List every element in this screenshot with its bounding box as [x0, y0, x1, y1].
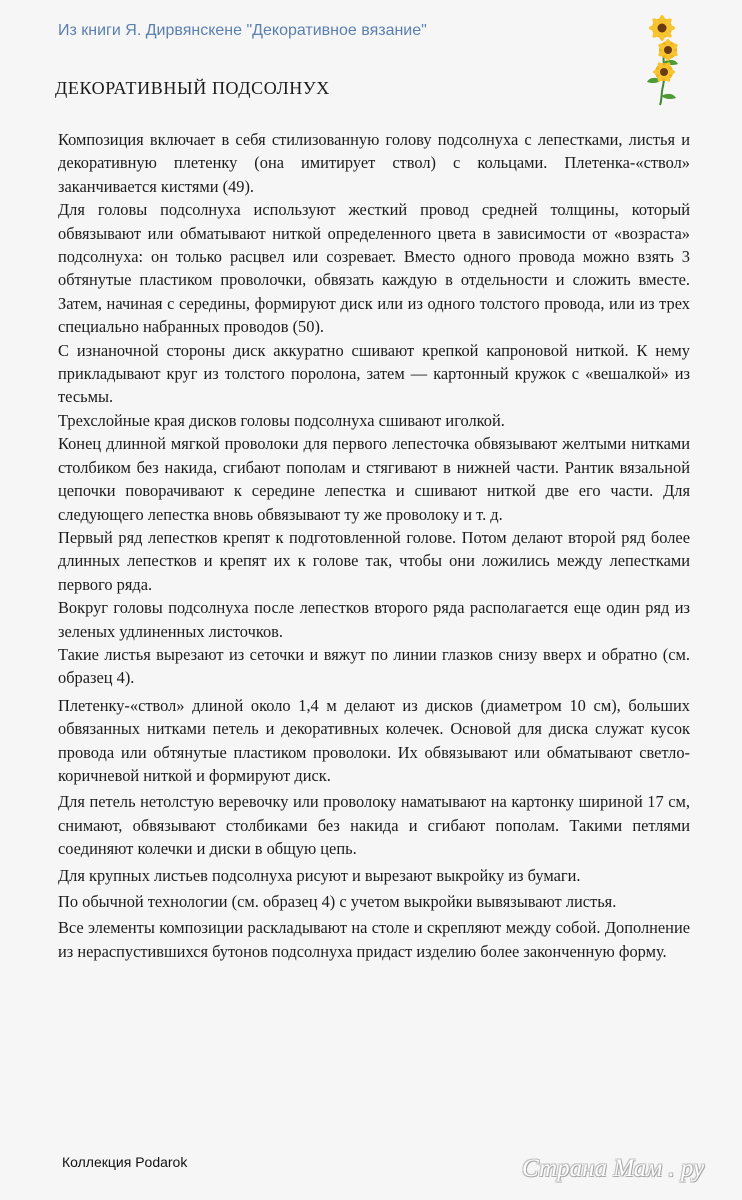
book-source: Из книги Я. Дирвянскене "Декоративное вязание"	[58, 22, 427, 39]
paragraph: Такие листья вырезают из сеточки и вяжут по линии глазков снизу вверх и обратно (см. образец 4).	[58, 644, 690, 688]
paragraph: Вокруг головы подсолнуха после лепестков второго ряда располагается еще один ряд из зеленых удлиненных листочков.	[58, 598, 690, 641]
collection-label: Коллекция Podarok	[62, 1154, 188, 1170]
paragraph: Первый ряд лепестков крепят к подготовленной голове. Потом делают второй ряд более длинных лепестков и крепят их к голове так, чтобы они ложились между лепестками первого ряда.	[58, 527, 690, 594]
paragraph: Для петель нетолстую веревочку или проволоку наматывают на картонку шириной 17 см, снимают, обвязывают столбиками без накида и сгибают пополам. Такими петлями соединяют колечки и диски в общую цепь.	[58, 792, 690, 859]
paragraph: Для крупных листьев подсолнуха рисуют и вырезают выкройку из бумаги.	[58, 865, 581, 885]
page-title: ДЕКОРАТИВНЫЙ ПОДСОЛНУХ	[55, 78, 330, 98]
sunflower-icon	[638, 14, 688, 106]
paragraph: С изнаночной стороны диск аккуратно сшивают крепкой капроновой ниткой. К нему прикладывают круг из толстого поролона, затем — картонный кружок с «вешалкой» из тесьмы.	[58, 340, 690, 407]
article-body	[58, 128, 690, 963]
paragraph: Трехслойные края дисков головы подсолнуха сшивают иголкой.	[58, 410, 505, 430]
paragraph: Конец длинной мягкой проволоки для первого лепесточка обвязывают желтыми нитками столбиком без накида, сгибают пополам и стягивают в нижней части. Рантик вязальной цепочки поворачивают к середине лепестка и сшивают ниткой две его части. Для следующего лепестка вновь обвязывают ту же проволоку и т. д.	[58, 434, 690, 524]
site-watermark: Страна Мам . ру	[522, 1155, 705, 1182]
paragraph: Для головы подсолнуха используют жесткий провод средней толщины, который обвязывают или обматывают ниткой определенного цвета в зависимости от «возраста» подсолнуха: он только расцвел или созревает. Вместо одного провода можно взять 3 обтянутые пластиком проволочки, обвязать каждую в отдельности и сложить вместе. Затем, начиная с середины, формируют диск или из одного толстого провода, или из трех специально набранных проводов (50).	[58, 200, 690, 337]
paragraph: Все элементы композиции раскладывают на столе и скрепляют между собой. Дополнение из нераспустившихся бутонов подсолнуха придаст изделию более законченную форму.	[58, 918, 690, 961]
paragraph: Плетенку-«ствол» длиной около 1,4 м делают из дисков (диаметром 10 см), больших обвязанных нитками петель и декоративных колечек. Основой для диска служат кусок провода или обтянутые пластиком проволоки. Их обвязывают или обматывают светло-коричневой ниткой и формируют диск.	[58, 695, 690, 785]
paragraph: Композиция включает в себя стилизованную голову подсолнуха с лепестками, листья и декоративную плетенку (она имитирует ствол) с кольцами. Плетенка-«ствол» заканчивается кистями (49).	[58, 130, 690, 196]
paragraph: По обычной технологии (см. образец 4) с учетом выкройки вывязывают листья.	[58, 892, 617, 911]
